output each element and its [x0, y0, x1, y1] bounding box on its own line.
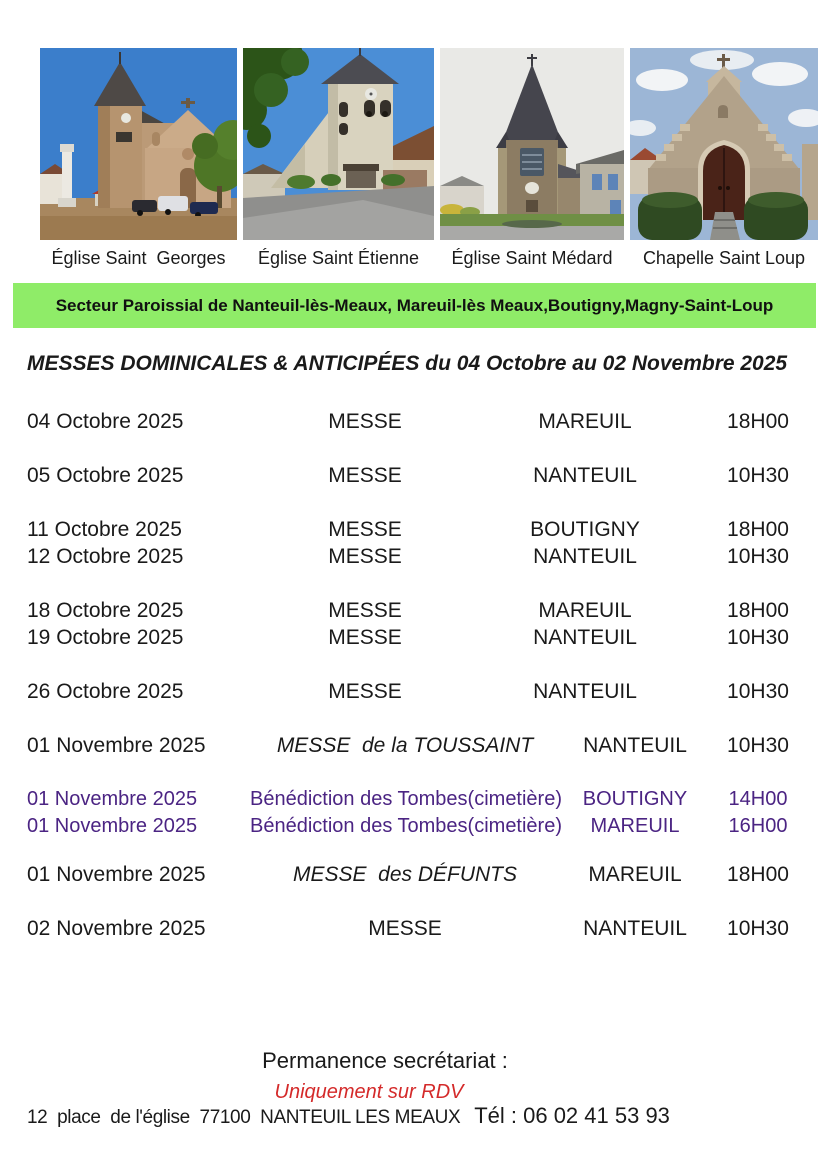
mass-time: 10H30: [727, 626, 789, 649]
table-row: [0, 861, 826, 888]
caption-eglise-saint-etienne: Église Saint Étienne: [257, 248, 420, 268]
photo-captions: [40, 247, 818, 269]
mass-event: MESSE: [328, 518, 402, 541]
eglise-saint-medard-image: [440, 48, 624, 240]
mass-date: 01 Novembre 2025: [27, 815, 198, 837]
photo-eglise-saint-georges: [40, 48, 237, 240]
table-row: [0, 813, 826, 840]
eglise-saint-etienne-image: [243, 48, 434, 240]
mass-event: MESSE des DÉFUNTS: [292, 863, 518, 886]
mass-location: MAREUIL: [588, 863, 682, 886]
mass-date: 26 Octobre 2025: [27, 680, 184, 703]
mass-time: 10H30: [727, 464, 789, 487]
mass-event: Bénédiction des Tombes(cimetière): [250, 815, 563, 837]
mass-date: 18 Octobre 2025: [27, 599, 184, 622]
table-row: [0, 597, 826, 624]
mass-time: 10H30: [727, 680, 789, 703]
table-row: [0, 408, 826, 435]
mass-event: MESSE: [368, 917, 442, 940]
mass-time: 18H00: [727, 599, 789, 622]
mass-date: 05 Octobre 2025: [27, 464, 184, 487]
mass-location: NANTEUIL: [533, 680, 637, 703]
chapelle-saint-loup-image: [630, 48, 818, 240]
mass-event: Bénédiction des Tombes(cimetière): [250, 788, 563, 810]
mass-time: 14H00: [728, 788, 788, 810]
eglise-saint-georges-image: [40, 48, 237, 240]
mass-location: NANTEUIL: [533, 545, 637, 568]
mass-event: MESSE: [328, 599, 402, 622]
table-row: [0, 915, 826, 942]
mass-date: 01 Novembre 2025: [27, 734, 206, 757]
mass-date: 11 Octobre 2025: [27, 518, 182, 541]
table-row: [0, 732, 826, 759]
mass-event: MESSE: [328, 464, 402, 487]
table-row: [0, 516, 826, 543]
mass-location: NANTEUIL: [583, 734, 687, 757]
mass-schedule: [0, 408, 826, 942]
mass-location: NANTEUIL: [533, 464, 637, 487]
mass-date: 01 Novembre 2025: [27, 788, 198, 810]
rdv-note: Uniquement sur RDV: [274, 1081, 464, 1103]
mass-date: 12 Octobre 2025: [27, 545, 184, 568]
mass-time: 10H30: [727, 734, 789, 757]
mass-time: 10H30: [727, 917, 789, 940]
table-row: [0, 624, 826, 651]
mass-location: BOUTIGNY: [530, 518, 640, 541]
mass-event: MESSE: [328, 410, 402, 433]
photo-chapelle-saint-loup: [630, 48, 818, 240]
table-row: [0, 678, 826, 705]
mass-event: MESSE de la TOUSSAINT: [276, 734, 534, 757]
mass-time: 10H30: [727, 545, 789, 568]
mass-location: MAREUIL: [590, 815, 680, 837]
mass-location: BOUTIGNY: [582, 788, 688, 810]
mass-date: 02 Novembre 2025: [27, 917, 206, 940]
street-address: 12 place de l'église 77100 NANTEUIL LES MEAUX: [27, 1107, 461, 1128]
mass-time: 18H00: [727, 863, 789, 886]
table-row: [0, 462, 826, 489]
caption-eglise-saint-georges: Église Saint Georges: [51, 248, 226, 268]
mass-location: NANTEUIL: [533, 626, 637, 649]
mass-location: MAREUIL: [538, 410, 632, 433]
mass-event: MESSE: [328, 545, 402, 568]
page-title: MESSES DOMINICALES & ANTICIPÉES du 04 Octobre au 02 Novembre 2025: [27, 352, 788, 375]
mass-time: 16H00: [728, 815, 788, 837]
address-line: [27, 1103, 817, 1129]
table-row: [0, 543, 826, 570]
mass-date: 04 Octobre 2025: [27, 410, 184, 433]
photo-eglise-saint-medard: [440, 48, 624, 240]
mass-location: NANTEUIL: [583, 917, 687, 940]
caption-chapelle-saint-loup: Chapelle Saint Loup: [642, 248, 806, 268]
photo-eglise-saint-etienne: [243, 48, 434, 240]
mass-location: MAREUIL: [538, 599, 632, 622]
caption-eglise-saint-medard: Église Saint Médard: [451, 248, 613, 268]
mass-event: MESSE: [328, 680, 402, 703]
phone-number: Tél : 06 02 41 53 93: [474, 1103, 670, 1128]
mass-date: 01 Novembre 2025: [27, 863, 206, 886]
mass-event: MESSE: [328, 626, 402, 649]
parish-sector-banner: Secteur Paroissial de Nanteuil-lès-Meaux, Mareuil-lès Meaux,Boutigny,Magny-Saint-Loup: [13, 283, 816, 328]
table-row: [0, 786, 826, 813]
church-photo-strip: [40, 48, 818, 240]
secretariat-heading: Permanence secrétariat :: [262, 1048, 508, 1073]
mass-time: 18H00: [727, 410, 789, 433]
mass-time: 18H00: [727, 518, 789, 541]
mass-date: 19 Octobre 2025: [27, 626, 184, 649]
